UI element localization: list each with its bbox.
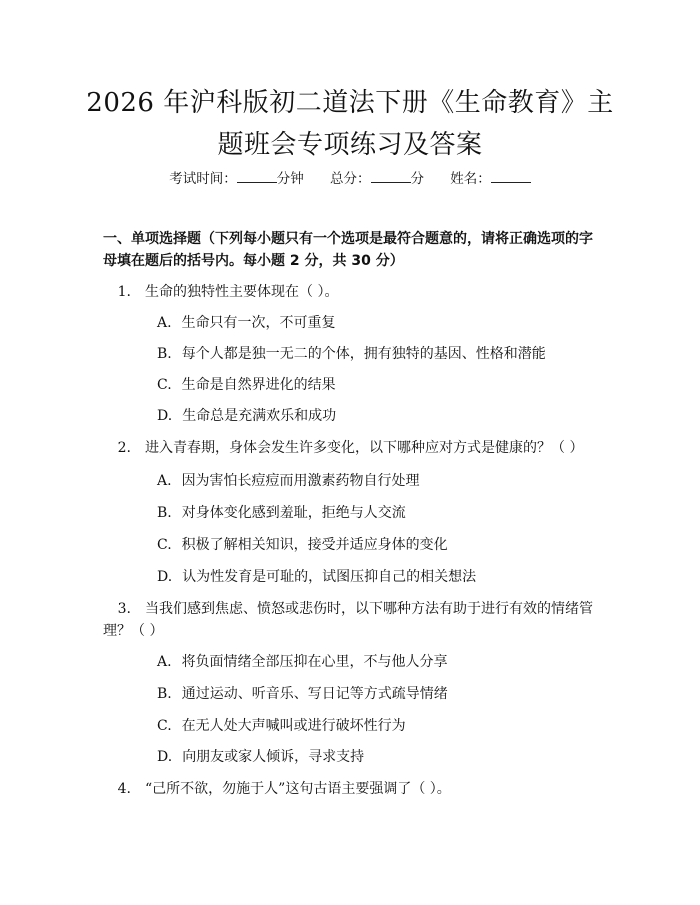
option-letter: A. xyxy=(157,315,172,331)
option-text: 对身体变化感到羞耻，拒绝与人交流 xyxy=(181,505,406,521)
question-number: 4. xyxy=(117,781,131,797)
question-3-option-c xyxy=(157,715,597,737)
option-text: 每个人都是独一无二的个体，拥有独特的基因、性格和潜能 xyxy=(181,346,546,362)
option-letter: A. xyxy=(157,473,172,489)
option-text: 认为性发育是可耻的，试图压抑自己的相关想法 xyxy=(182,569,477,585)
option-letter: B. xyxy=(157,346,172,362)
question-1 xyxy=(103,281,597,303)
option-letter: C. xyxy=(157,537,172,553)
option-text: 积极了解相关知识，接受并适应身体的变化 xyxy=(181,537,448,553)
option-text: 向朋友或家人倾诉，寻求支持 xyxy=(182,749,365,765)
question-number: 2. xyxy=(117,440,131,456)
question-1-option-a xyxy=(157,312,597,334)
exam-time-unit: 分钟 xyxy=(276,171,304,187)
student-name xyxy=(450,168,531,189)
question-2-option-c xyxy=(157,534,597,556)
exam-meta xyxy=(0,168,700,189)
option-letter: B. xyxy=(157,505,172,521)
exam-time xyxy=(169,168,304,189)
question-4 xyxy=(103,778,597,800)
option-text: 通过运动、听音乐、写日记等方式疏导情绪 xyxy=(181,686,448,702)
title-line-2: 题班会专项练习及答案 xyxy=(217,130,483,160)
question-stem: 生命的独特性主要体现在（ ）。 xyxy=(145,284,339,300)
question-stem: 进入青春期，身体会发生许多变化，以下哪种应对方式是健康的？（ ） xyxy=(145,440,584,456)
option-letter: D. xyxy=(157,749,173,765)
section-heading xyxy=(103,228,597,272)
option-text: 将负面情绪全部压抑在心里，不与他人分享 xyxy=(181,654,448,670)
question-1-option-c xyxy=(157,374,597,396)
option-letter: D. xyxy=(157,569,173,585)
question-3 xyxy=(103,598,597,642)
option-text: 生命只有一次，不可重复 xyxy=(181,315,336,331)
question-number: 3. xyxy=(117,601,131,617)
total-score xyxy=(330,168,424,189)
question-2-option-b xyxy=(157,502,597,524)
question-2-option-d xyxy=(157,566,597,588)
option-letter: A. xyxy=(157,654,172,670)
option-letter: C. xyxy=(157,718,172,734)
option-text: 生命总是充满欢乐和成功 xyxy=(182,408,337,424)
total-score-blank xyxy=(371,168,411,183)
title-line-1: 2026 年沪科版初二道法下册《生命教育》主 xyxy=(86,88,614,118)
question-number: 1. xyxy=(117,284,131,300)
question-3-option-a xyxy=(157,651,597,673)
student-name-label: 姓名： xyxy=(450,171,491,187)
option-text: 生命是自然界进化的结果 xyxy=(181,377,336,393)
question-3-option-b xyxy=(157,683,597,705)
total-score-unit: 分 xyxy=(410,171,424,187)
total-score-label: 总分： xyxy=(330,171,371,187)
question-stem: “己所不欲，勿施于人”这句古语主要强调了（ ）。 xyxy=(145,781,451,797)
question-1-option-b xyxy=(157,343,597,365)
student-name-blank xyxy=(491,168,531,183)
question-3-option-d xyxy=(157,746,597,768)
document-title xyxy=(70,82,630,166)
section-heading-line-1: 一、单项选择题（下列每小题只有一个选项是最符合题意的，请将正确选项的字 xyxy=(103,231,593,247)
option-letter: D. xyxy=(157,408,173,424)
question-stem-line-2: 理？（ ） xyxy=(103,623,164,639)
option-text: 在无人处大声喊叫或进行破坏性行为 xyxy=(181,718,406,734)
exam-time-label: 考试时间： xyxy=(169,171,237,187)
option-letter: C. xyxy=(157,377,172,393)
option-text: 因为害怕长痘痘而用激素药物自行处理 xyxy=(181,473,420,489)
question-2 xyxy=(103,437,597,459)
option-letter: B. xyxy=(157,686,172,702)
question-stem-line-1: 当我们感到焦虑、愤怒或悲伤时，以下哪种方法有助于进行有效的情绪管 xyxy=(145,601,593,617)
section-heading-line-2: 母填在题后的括号内。每小题 2 分，共 30 分） xyxy=(103,253,404,269)
question-2-option-a xyxy=(157,470,597,492)
question-1-option-d xyxy=(157,405,597,427)
exam-time-blank xyxy=(237,168,277,183)
